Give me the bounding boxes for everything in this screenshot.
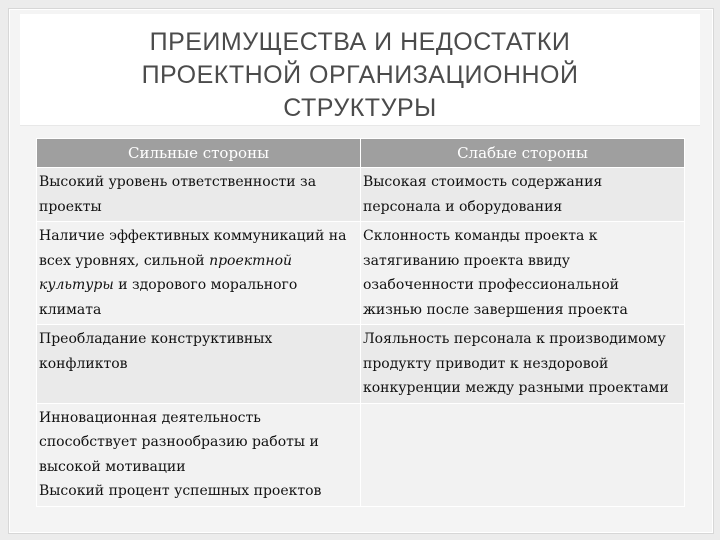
title-line-1: ПРЕИМУЩЕСТВА И НЕДОСТАТКИ	[149, 28, 571, 56]
strength-italic-text: проектной культуры	[39, 252, 293, 293]
title-line-2: ПРОЕКТНОЙ ОРГАНИЗАЦИОННОЙ	[141, 61, 579, 89]
weakness-cell: Лояльность персонала к производимому продукту приводит к нездоровой конкуренции между разными проектами	[361, 325, 685, 404]
strength-text: Наличие эффективных коммуникаций на всех уровнях, сильной	[39, 228, 347, 269]
strength-text: Инновационная деятельность способствует разнообразию работы и высокой мотивации	[39, 409, 319, 475]
strength-cell: Преобладание конструктивных конфликтов	[37, 325, 361, 404]
strength-cell	[37, 403, 361, 506]
slide-title	[20, 14, 700, 126]
table-row	[37, 222, 685, 325]
weakness-cell-empty	[361, 403, 685, 506]
strength-cell	[37, 222, 361, 325]
strength-text-end: и здорового морального климата	[39, 277, 298, 318]
header-strengths: Сильные стороны	[37, 139, 361, 168]
header-weaknesses: Слабые стороны	[361, 139, 685, 168]
table-row	[37, 168, 685, 222]
comparison-table	[36, 138, 685, 507]
strength-text-extra: Высокий процент успешных проектов	[39, 483, 322, 499]
weakness-cell: Высокая стоимость содержания персонала и оборудования	[361, 168, 685, 222]
weakness-cell: Склонность команды проекта к затягиванию проекта ввиду озабоченности профессиональной жизнью после завершения проекта	[361, 222, 685, 325]
table-header-row	[37, 139, 685, 168]
table-row	[37, 403, 685, 506]
table-row	[37, 325, 685, 404]
title-line-3: СТРУКТУРЫ	[283, 94, 437, 122]
strength-cell: Высокий уровень ответственности за проекты	[37, 168, 361, 222]
